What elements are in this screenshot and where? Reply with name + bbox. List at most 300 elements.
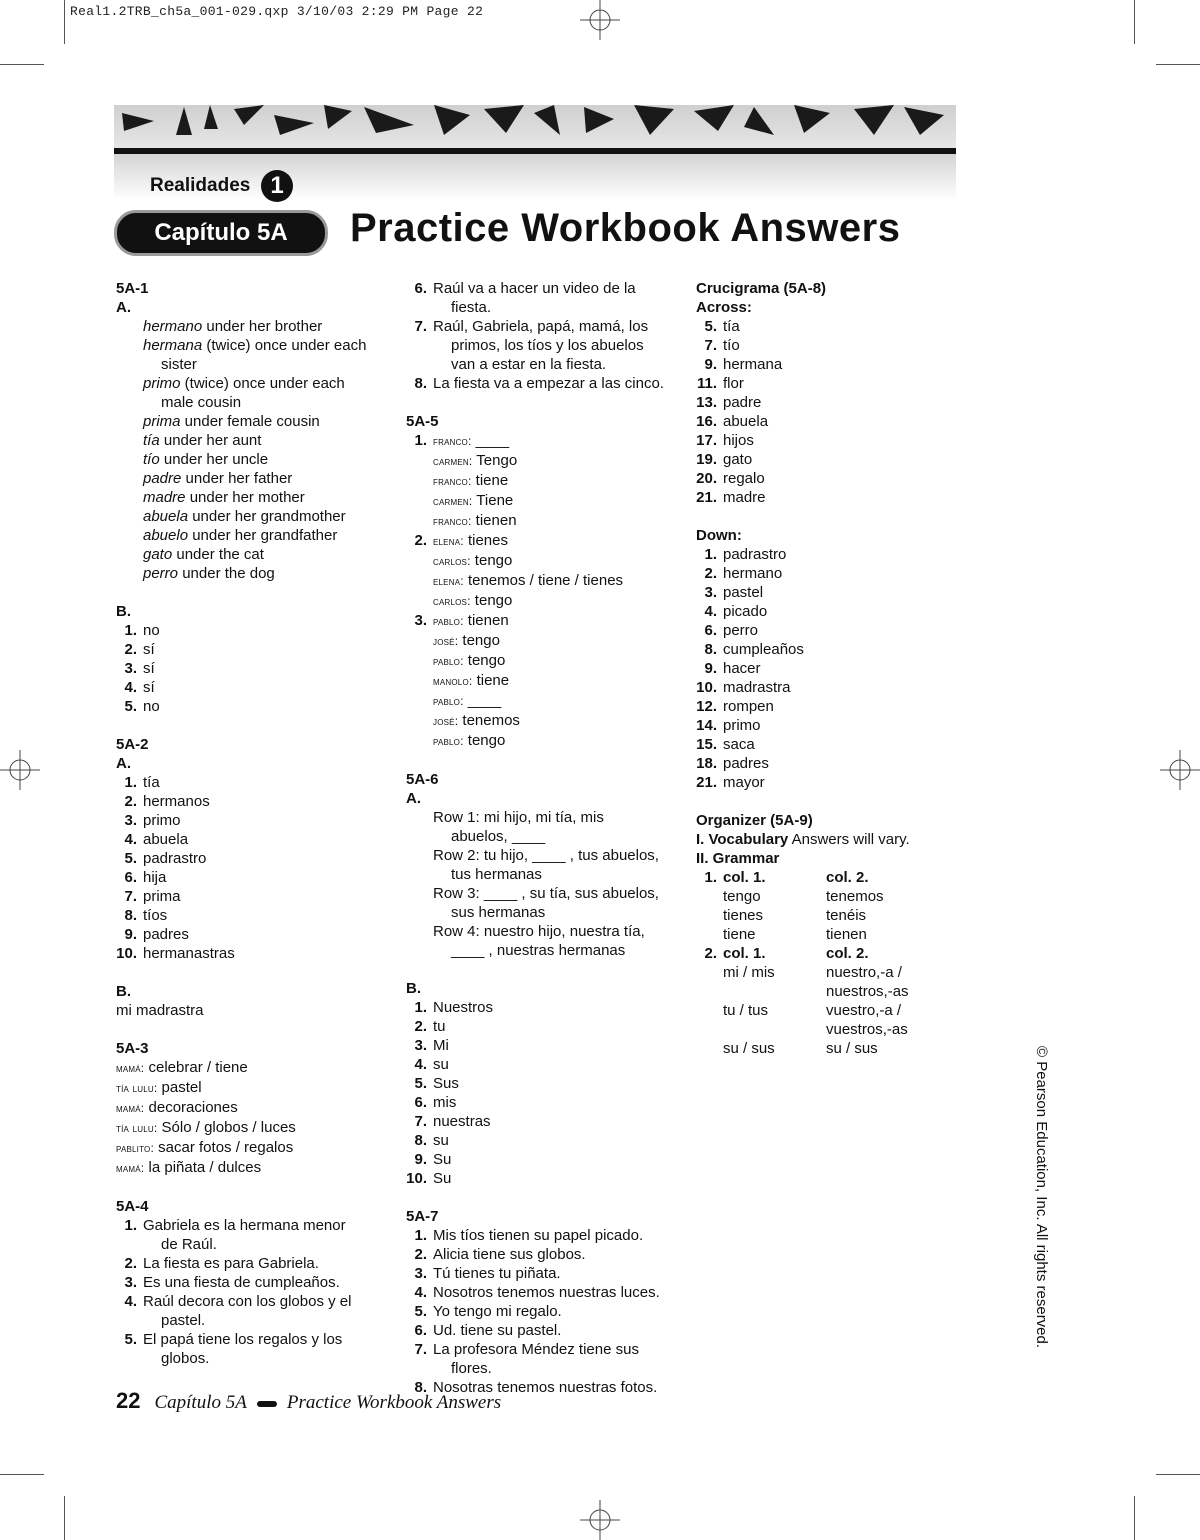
- answer-list: [696, 317, 956, 507]
- speaker-name: pablo:: [433, 654, 464, 668]
- answer-line: [406, 1245, 681, 1264]
- answer-line: [116, 792, 391, 811]
- answer-text: hijos: [723, 432, 754, 449]
- dialogue-line: [406, 731, 681, 751]
- part-label: A.: [116, 299, 131, 316]
- crossword-answer: [696, 773, 956, 792]
- grammar-cell: vuestros,-as: [826, 1021, 908, 1038]
- answer-list: [116, 1216, 391, 1368]
- speaker-name: pablo:: [433, 694, 464, 708]
- answer-line: [116, 697, 391, 716]
- item-number: 4.: [124, 679, 137, 696]
- answer-line: [116, 431, 391, 450]
- answer-line: [406, 1283, 681, 1302]
- answer-text: (twice) once under each: [202, 337, 367, 354]
- answer-line: [116, 1330, 391, 1349]
- answer-text: under her grandfather: [188, 527, 338, 544]
- series-name: Realidades: [150, 175, 251, 196]
- answer-line: [116, 507, 391, 526]
- dialogue-line: [116, 1138, 391, 1158]
- answer-text: hacer: [723, 660, 761, 677]
- answer-line: [116, 469, 391, 488]
- answer-text: primo: [143, 812, 181, 829]
- item-number: 5.: [414, 1075, 427, 1092]
- answer-line: [406, 1340, 681, 1359]
- part-label: I. Vocabulary: [696, 831, 789, 848]
- grammar-cell: tienes: [723, 907, 764, 924]
- grammar-cell: tu / tus: [723, 1002, 769, 1019]
- section-heading: 5A-4: [116, 1198, 149, 1215]
- grammar-cell: nuestros,-as: [826, 983, 909, 1000]
- answer-text: sí: [143, 660, 155, 677]
- answer-text: ____: [471, 432, 510, 449]
- answer-line: [116, 811, 391, 830]
- item-number: 6.: [704, 622, 717, 639]
- grammar-cell: nuestro,-a /: [826, 964, 902, 981]
- item-number: 1.: [124, 1217, 137, 1234]
- answer-continuation: ____ , nuestras hermanas: [451, 942, 626, 959]
- item-number: 18.: [696, 755, 717, 772]
- speaker-name: mamá:: [116, 1061, 145, 1075]
- answer-text: tengo: [470, 552, 513, 569]
- part-label: Across:: [696, 299, 752, 316]
- answer-text: El papá tiene los regalos y los: [143, 1331, 343, 1348]
- dialogue-line: [406, 431, 681, 451]
- answer-text: nuestras: [433, 1113, 491, 1130]
- answer-text: tíos: [143, 907, 168, 924]
- answer-line: [406, 317, 681, 336]
- speaker-name: manolo:: [433, 674, 473, 688]
- spanish-word: perro: [143, 565, 179, 582]
- answer-continuation: tus hermanas: [451, 866, 542, 883]
- copyright-notice: © Pearson Education, Inc. All rights reserved.: [1033, 1046, 1050, 1349]
- answer-line: [116, 317, 391, 336]
- answer-text: La fiesta va a empezar a las cinco.: [433, 375, 664, 392]
- part-label: B.: [116, 603, 131, 620]
- answer-line: [116, 925, 391, 944]
- spanish-word: gato: [143, 546, 173, 563]
- part-label: B.: [406, 980, 421, 997]
- crossword-answer: [696, 697, 956, 716]
- answer-text: Mi: [433, 1037, 449, 1054]
- answer-line: Row 2: tu hijo, ____ , tus abuelos,: [433, 847, 659, 864]
- speaker-name: pablito:: [116, 1141, 154, 1155]
- answer-text: Answers will vary.: [791, 831, 910, 848]
- answer-text: su: [433, 1056, 449, 1073]
- item-number: 3.: [414, 1037, 427, 1054]
- dialogue-line: [116, 1078, 391, 1098]
- answer-line: Row 4: nuestro hijo, nuestra tía,: [433, 923, 645, 940]
- speaker-name: carmen:: [433, 454, 473, 468]
- answer-text: under her father: [181, 470, 293, 487]
- answer-text: mis: [433, 1094, 457, 1111]
- crop-mark: [1156, 1474, 1200, 1475]
- answer-text: padre: [723, 394, 762, 411]
- answer-text: Tú tienes tu piñata.: [433, 1265, 561, 1282]
- item-number: 3.: [414, 1265, 427, 1282]
- answer-line: [406, 1226, 681, 1245]
- item-number: 7.: [414, 1341, 427, 1358]
- answer-text: Sus: [433, 1075, 459, 1092]
- spanish-word: primo: [143, 375, 181, 392]
- answer-text: tengo: [470, 592, 513, 609]
- answer-list: [406, 279, 681, 393]
- answer-text: tenemos: [458, 712, 520, 729]
- answer-line: [116, 526, 391, 545]
- speaker-name: franco:: [433, 514, 472, 528]
- answer-text: padres: [143, 926, 189, 943]
- grammar-cell: tienen: [826, 926, 867, 943]
- vocabulary-line: [696, 830, 956, 849]
- answer-line: [116, 564, 391, 583]
- answer-text: under her grandmother: [188, 508, 346, 525]
- answer-text: sí: [143, 641, 155, 658]
- answer-text: Mis tíos tienen su papel picado.: [433, 1227, 644, 1244]
- dialogue-line: [406, 711, 681, 731]
- speaker-name: carlos:: [433, 554, 471, 568]
- answer-text: tío: [723, 337, 740, 354]
- dialogue-line: [406, 671, 681, 691]
- item-number: 2.: [704, 565, 717, 582]
- crossword-answer: [696, 393, 956, 412]
- crossword-answer: [696, 754, 956, 773]
- answer-line: [116, 374, 391, 393]
- answer-line: [406, 279, 681, 298]
- spanish-word: padre: [143, 470, 182, 487]
- answer-text: Ud. tiene su pastel.: [433, 1322, 562, 1339]
- answer-line: [116, 1254, 391, 1273]
- item-number: 4.: [704, 603, 717, 620]
- item-number: 1.: [414, 432, 427, 449]
- answer-line: [406, 1017, 681, 1036]
- answer-line: [406, 374, 681, 393]
- column-1: [116, 279, 391, 1368]
- item-number: 8.: [704, 641, 717, 658]
- grammar-header-row: [696, 944, 956, 963]
- answer-text: Nuestros: [433, 999, 494, 1016]
- crossword-answer: [696, 355, 956, 374]
- item-number: 12.: [696, 698, 717, 715]
- page-title: Practice Workbook Answers: [350, 206, 901, 250]
- answer-line: [406, 1131, 681, 1150]
- answer-line: [406, 1112, 681, 1131]
- item-number: 5.: [124, 1331, 137, 1348]
- answer-line: [406, 1150, 681, 1169]
- grammar-table: [696, 868, 956, 1058]
- crossword-answer: [696, 431, 956, 450]
- section-heading: 5A-2: [116, 736, 149, 753]
- answer-text: regalo: [723, 470, 765, 487]
- answer-text: su: [433, 1132, 449, 1149]
- answer-text: ____: [463, 692, 502, 709]
- answer-text: under her aunt: [159, 432, 262, 449]
- crossword-answer: [696, 659, 956, 678]
- item-number: 2.: [414, 1018, 427, 1035]
- answer-line: [406, 1302, 681, 1321]
- answer-text: hermanos: [143, 793, 210, 810]
- answer-line: [116, 906, 391, 925]
- answer-list: [406, 808, 681, 960]
- item-number: 8.: [124, 907, 137, 924]
- answer-continuation: van a estar en la fiesta.: [451, 356, 607, 373]
- answer-text: cumpleaños: [723, 641, 804, 658]
- dialogue-line: [406, 651, 681, 671]
- spanish-word: madre: [143, 489, 186, 506]
- dialogue-line: [406, 451, 681, 471]
- answer-text: Gabriela es la hermana menor: [143, 1217, 346, 1234]
- item-number: 9.: [124, 926, 137, 943]
- answer-text: celebrar / tiene: [144, 1059, 248, 1076]
- answer-list: [116, 317, 391, 583]
- answer-line: [116, 545, 391, 564]
- dialogue-line: [116, 1098, 391, 1118]
- answer-text: La fiesta es para Gabriela.: [143, 1255, 319, 1272]
- answer-line: [116, 678, 391, 697]
- answer-line: [116, 773, 391, 792]
- grammar-cell: su / sus: [826, 1040, 878, 1057]
- answer-text: under female cousin: [180, 413, 320, 430]
- answer-continuation: globos.: [161, 1350, 210, 1367]
- grammar-cell: tenéis: [826, 907, 867, 924]
- item-number: 20.: [696, 470, 717, 487]
- answer-text: no: [143, 698, 160, 715]
- section-heading: Organizer (5A-9): [696, 812, 813, 829]
- answer-text: Tiene: [472, 492, 514, 509]
- item-number: 7.: [414, 318, 427, 335]
- answer-text: pastel: [157, 1079, 202, 1096]
- item-number: 8.: [414, 375, 427, 392]
- answer-line: [406, 1169, 681, 1188]
- part-label: B.: [116, 983, 131, 1000]
- registration-mark-icon: [580, 0, 620, 40]
- item-number: 9.: [704, 660, 717, 677]
- answer-list: [406, 998, 681, 1188]
- crossword-answer: [696, 469, 956, 488]
- answer-continuation: primos, los tíos y los abuelos: [451, 337, 644, 354]
- crossword-answer: [696, 450, 956, 469]
- answer-text: primo: [723, 717, 761, 734]
- crossword-answer: [696, 317, 956, 336]
- item-number: 6.: [124, 869, 137, 886]
- crossword-answer: [696, 621, 956, 640]
- crop-mark: [1156, 64, 1200, 65]
- answer-text: under her uncle: [159, 451, 269, 468]
- item-number: 6.: [414, 1322, 427, 1339]
- section-heading: 5A-1: [116, 280, 149, 297]
- answer-line: [406, 1074, 681, 1093]
- answer-text: hermanastras: [143, 945, 235, 962]
- answer-line: [116, 944, 391, 963]
- item-number: 7.: [704, 337, 717, 354]
- grammar-cell: tiene: [723, 926, 756, 943]
- item-number: 2.: [704, 945, 717, 962]
- speaker-name: pablo:: [433, 614, 464, 628]
- answer-text: no: [143, 622, 160, 639]
- answer-text: under the cat: [172, 546, 264, 563]
- item-number: 2.: [414, 532, 427, 549]
- spanish-word: tía: [143, 432, 160, 449]
- answer-text: flor: [723, 375, 744, 392]
- item-number: 4.: [124, 1293, 137, 1310]
- answer-text: rompen: [723, 698, 774, 715]
- dialogue-list: [116, 1058, 391, 1178]
- answer-text: tengo: [463, 732, 506, 749]
- item-number: 5.: [704, 318, 717, 335]
- answer-line: Row 1: mi hijo, mi tía, mis: [433, 809, 604, 826]
- item-number: 1.: [124, 622, 137, 639]
- item-number: 8.: [414, 1132, 427, 1149]
- answer-continuation: fiesta.: [451, 299, 492, 316]
- item-number: 2.: [124, 641, 137, 658]
- crossword-answer: [696, 564, 956, 583]
- answer-line: [116, 887, 391, 906]
- answer-text: madre: [723, 489, 766, 506]
- spanish-word: tío: [143, 451, 160, 468]
- answer-text: tengo: [458, 632, 500, 649]
- answer-text: tu: [433, 1018, 446, 1035]
- part-label: II. Grammar: [696, 850, 780, 867]
- answer-continuation: de Raúl.: [161, 1236, 217, 1253]
- registration-mark-icon: [580, 1500, 620, 1540]
- item-number: 13.: [696, 394, 717, 411]
- item-number: 17.: [696, 432, 717, 449]
- answer-line: [406, 1264, 681, 1283]
- answer-text: perro: [723, 622, 759, 639]
- item-number: 1.: [414, 999, 427, 1016]
- answer-text: abuela: [143, 831, 189, 848]
- answer-text: Nosotras tenemos nuestras fotos.: [433, 1379, 658, 1396]
- spanish-word: abuela: [143, 508, 189, 525]
- page-footer: [116, 1388, 501, 1414]
- item-number: 19.: [696, 451, 717, 468]
- speaker-name: mamá:: [116, 1161, 145, 1175]
- answer-text: decoraciones: [144, 1099, 238, 1116]
- answer-continuation: sus hermanas: [451, 904, 546, 921]
- item-number: 1.: [704, 869, 717, 886]
- item-number: 3.: [124, 1274, 137, 1291]
- part-label: Down:: [696, 527, 742, 544]
- decorative-banner: [114, 105, 956, 151]
- section-heading: Crucigrama (5A-8): [696, 280, 827, 297]
- grammar-row: [696, 1020, 956, 1039]
- section-heading: 5A-7: [406, 1208, 439, 1225]
- answer-text: la piñata / dulces: [144, 1159, 262, 1176]
- answer-text: hermana: [723, 356, 783, 373]
- answer-line: [116, 830, 391, 849]
- answer-list: [406, 1226, 681, 1397]
- section-heading: 5A-5: [406, 413, 439, 430]
- speaker-name: tía lulu:: [116, 1081, 158, 1095]
- dialogue-line: [406, 531, 681, 551]
- dialogue-line: [406, 591, 681, 611]
- item-number: 4.: [124, 831, 137, 848]
- item-number: 3.: [414, 612, 427, 629]
- crossword-answer: [696, 602, 956, 621]
- item-number: 3.: [124, 660, 137, 677]
- grammar-cell: vuestro,-a /: [826, 1002, 902, 1019]
- item-number: 4.: [414, 1056, 427, 1073]
- crop-mark: [64, 1496, 65, 1540]
- answer-continuation: flores.: [451, 1360, 492, 1377]
- answer-line: [116, 1216, 391, 1235]
- column-3: [696, 279, 956, 1058]
- speaker-name: carmen:: [433, 494, 473, 508]
- crossword-answer: [696, 678, 956, 697]
- crop-mark: [0, 64, 44, 65]
- answer-text: Yo tengo mi regalo.: [433, 1303, 562, 1320]
- grammar-header-row: [696, 868, 956, 887]
- spanish-word: abuelo: [143, 527, 189, 544]
- printer-slug: Real1.2TRB_ch5a_001-029.qxp 3/10/03 2:29 PM Page 22: [70, 4, 484, 19]
- answer-text: padrastro: [723, 546, 787, 563]
- dialogue-line: [406, 611, 681, 631]
- crossword-answer: [696, 374, 956, 393]
- answer-text: tengo: [463, 652, 506, 669]
- speaker-name: tía lulu:: [116, 1121, 158, 1135]
- answer-text: mi madrastra: [116, 1002, 204, 1019]
- item-number: 1.: [414, 1227, 427, 1244]
- answer-text: under her brother: [202, 318, 323, 335]
- dialogue-line: [116, 1158, 391, 1178]
- spanish-word: prima: [143, 413, 181, 430]
- item-number: 21.: [696, 489, 717, 506]
- answer-text: hija: [143, 869, 167, 886]
- dialogue-line: [406, 631, 681, 651]
- item-number: 2.: [124, 793, 137, 810]
- grammar-cell: mi / mis: [723, 964, 775, 981]
- grammar-row: [696, 1039, 956, 1058]
- answer-line: [116, 849, 391, 868]
- item-number: 14.: [696, 717, 717, 734]
- grammar-col-header: [696, 944, 826, 963]
- answer-text: tía: [143, 774, 160, 791]
- crop-mark: [1134, 0, 1135, 44]
- page-number: 22: [116, 1388, 141, 1413]
- section-heading: 5A-6: [406, 771, 439, 788]
- answer-text: pastel: [723, 584, 764, 601]
- item-number: 9.: [414, 1151, 427, 1168]
- answer-line: [116, 1273, 391, 1292]
- grammar-row: [696, 1001, 956, 1020]
- item-number: 10.: [116, 945, 137, 962]
- answer-text: tenemos / tiene / tienes: [463, 572, 624, 589]
- answer-text: Sólo / globos / luces: [157, 1119, 296, 1136]
- answer-text: madrastra: [723, 679, 791, 696]
- speaker-name: josé:: [433, 714, 459, 728]
- answer-text: Nosotros tenemos nuestras luces.: [433, 1284, 660, 1301]
- answer-text: gato: [723, 451, 753, 468]
- column-2: [406, 279, 681, 1397]
- dialogue-line: [116, 1118, 391, 1138]
- answer-line: [116, 336, 391, 355]
- item-number: 1.: [124, 774, 137, 791]
- item-number: 15.: [696, 736, 717, 753]
- answer-line: [116, 640, 391, 659]
- answer-text: under her mother: [185, 489, 305, 506]
- answer-line: [406, 1055, 681, 1074]
- dialogue-line: [406, 511, 681, 531]
- spanish-word: hermana: [143, 337, 203, 354]
- col-label: col. 1.: [723, 869, 766, 886]
- answer-text: picado: [723, 603, 768, 620]
- answer-continuation: pastel.: [161, 1312, 206, 1329]
- col-label: col. 2.: [826, 869, 869, 886]
- answer-continuation: sister: [161, 356, 197, 373]
- item-number: 5.: [124, 850, 137, 867]
- answer-line: [116, 659, 391, 678]
- answer-line: [116, 1292, 391, 1311]
- item-number: 7.: [124, 888, 137, 905]
